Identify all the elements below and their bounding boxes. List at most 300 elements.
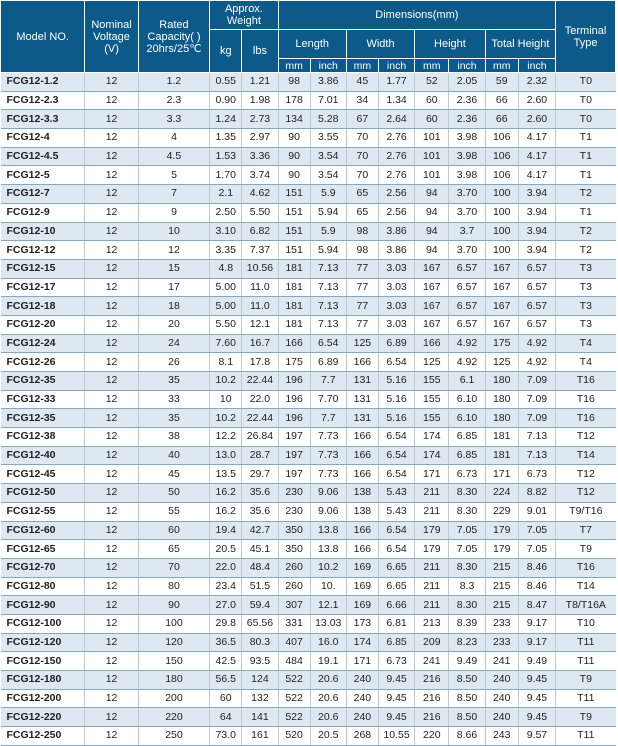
cell-width-inch: 9.45 <box>378 689 414 708</box>
header-width-mm: mm <box>346 59 378 73</box>
table-row <box>1 372 616 391</box>
cell-height-inch: 6.57 <box>449 315 485 334</box>
cell-height-mm: 101 <box>415 129 449 148</box>
cell-height-mm: 211 <box>415 484 449 503</box>
cell-length-inch: 9.06 <box>310 484 346 503</box>
table-row <box>1 577 616 596</box>
table-header <box>1 1 616 73</box>
cell-capacity: 5 <box>138 166 210 185</box>
cell-weight-lbs: 6.82 <box>242 222 278 241</box>
cell-height-mm: 216 <box>415 708 449 727</box>
cell-length-mm: 407 <box>278 633 310 652</box>
cell-width-mm: 98 <box>346 241 378 260</box>
cell-terminal: T3 <box>556 278 616 297</box>
cell-voltage: 12 <box>85 671 138 690</box>
cell-model: FCG12-3.3 <box>1 110 85 129</box>
cell-weight-kg: 19.4 <box>210 521 242 540</box>
cell-capacity: 12 <box>138 241 210 260</box>
cell-model: FCG12-250 <box>1 727 85 746</box>
cell-height-inch: 3.7 <box>449 222 485 241</box>
cell-terminal: T7 <box>556 521 616 540</box>
cell-height-mm: 213 <box>415 614 449 633</box>
cell-height-inch: 3.70 <box>449 241 485 260</box>
cell-voltage: 12 <box>85 409 138 428</box>
cell-total-height-mm: 215 <box>485 558 518 577</box>
cell-model: FCG12-200 <box>1 689 85 708</box>
cell-height-inch: 3.98 <box>449 147 485 166</box>
table-row <box>1 596 616 615</box>
cell-weight-lbs: 2.73 <box>242 110 278 129</box>
cell-weight-kg: 20.5 <box>210 540 242 559</box>
header-lbs: lbs <box>242 30 278 73</box>
cell-weight-kg: 27.0 <box>210 596 242 615</box>
cell-length-inch: 5.28 <box>310 110 346 129</box>
cell-model: FCG12-45 <box>1 465 85 484</box>
cell-height-mm: 179 <box>415 540 449 559</box>
cell-weight-lbs: 1.21 <box>242 73 278 92</box>
cell-total-height-inch: 9.45 <box>518 671 555 690</box>
header-total-height-mm: mm <box>485 59 518 73</box>
cell-terminal: T4 <box>556 353 616 372</box>
cell-width-mm: 34 <box>346 91 378 110</box>
cell-length-mm: 350 <box>278 540 310 559</box>
cell-total-height-mm: 243 <box>485 727 518 746</box>
cell-terminal: T11 <box>556 727 616 746</box>
cell-length-inch: 10.2 <box>310 558 346 577</box>
cell-length-mm: 166 <box>278 334 310 353</box>
cell-voltage: 12 <box>85 390 138 409</box>
cell-model: FCG12-35 <box>1 409 85 428</box>
cell-width-mm: 166 <box>346 428 378 447</box>
cell-capacity: 200 <box>138 689 210 708</box>
cell-width-mm: 240 <box>346 708 378 727</box>
cell-length-mm: 197 <box>278 465 310 484</box>
cell-total-height-inch: 4.92 <box>518 353 555 372</box>
cell-terminal: T16 <box>556 409 616 428</box>
cell-total-height-inch: 8.46 <box>518 577 555 596</box>
cell-length-inch: 7.73 <box>310 465 346 484</box>
cell-capacity: 4.5 <box>138 147 210 166</box>
cell-width-mm: 169 <box>346 596 378 615</box>
cell-total-height-mm: 240 <box>485 671 518 690</box>
cell-total-height-inch: 6.73 <box>518 465 555 484</box>
cell-capacity: 18 <box>138 297 210 316</box>
cell-terminal: T16 <box>556 372 616 391</box>
cell-model: FCG12-18 <box>1 297 85 316</box>
cell-length-mm: 196 <box>278 409 310 428</box>
cell-voltage: 12 <box>85 241 138 260</box>
table-body <box>1 73 616 746</box>
cell-height-mm: 94 <box>415 203 449 222</box>
cell-width-mm: 174 <box>346 633 378 652</box>
cell-width-inch: 3.86 <box>378 222 414 241</box>
cell-terminal: T9/T16 <box>556 502 616 521</box>
cell-model: FCG12-33 <box>1 390 85 409</box>
cell-weight-kg: 1.53 <box>210 147 242 166</box>
cell-terminal: T10 <box>556 614 616 633</box>
cell-width-mm: 166 <box>346 465 378 484</box>
cell-terminal: T1 <box>556 166 616 185</box>
cell-total-height-mm: 100 <box>485 241 518 260</box>
cell-height-inch: 8.3 <box>449 577 485 596</box>
cell-height-inch: 7.05 <box>449 540 485 559</box>
cell-weight-kg: 5.00 <box>210 278 242 297</box>
cell-total-height-mm: 66 <box>485 91 518 110</box>
cell-weight-lbs: 132 <box>242 689 278 708</box>
cell-height-inch: 6.73 <box>449 465 485 484</box>
cell-width-mm: 45 <box>346 73 378 92</box>
cell-weight-lbs: 7.37 <box>242 241 278 260</box>
cell-weight-kg: 5.00 <box>210 297 242 316</box>
table-row <box>1 110 616 129</box>
cell-length-mm: 196 <box>278 372 310 391</box>
cell-weight-lbs: 11.0 <box>242 297 278 316</box>
cell-height-mm: 60 <box>415 110 449 129</box>
cell-weight-kg: 73.0 <box>210 727 242 746</box>
cell-width-inch: 6.54 <box>378 446 414 465</box>
cell-height-inch: 8.50 <box>449 708 485 727</box>
cell-voltage: 12 <box>85 315 138 334</box>
table-row <box>1 671 616 690</box>
table-row <box>1 484 616 503</box>
table-row <box>1 278 616 297</box>
cell-total-height-mm: 241 <box>485 652 518 671</box>
cell-voltage: 12 <box>85 129 138 148</box>
cell-height-inch: 2.05 <box>449 73 485 92</box>
header-length: Length <box>278 30 346 59</box>
cell-width-mm: 171 <box>346 652 378 671</box>
cell-total-height-mm: 229 <box>485 502 518 521</box>
cell-height-mm: 171 <box>415 465 449 484</box>
cell-height-mm: 52 <box>415 73 449 92</box>
cell-total-height-mm: 106 <box>485 166 518 185</box>
cell-model: FCG12-4 <box>1 129 85 148</box>
cell-weight-kg: 64 <box>210 708 242 727</box>
cell-capacity: 100 <box>138 614 210 633</box>
cell-weight-lbs: 42.7 <box>242 521 278 540</box>
table-row <box>1 297 616 316</box>
cell-total-height-mm: 240 <box>485 708 518 727</box>
cell-model: FCG12-220 <box>1 708 85 727</box>
cell-width-inch: 1.34 <box>378 91 414 110</box>
cell-capacity: 220 <box>138 708 210 727</box>
cell-height-mm: 94 <box>415 241 449 260</box>
cell-height-inch: 3.70 <box>449 185 485 204</box>
cell-weight-lbs: 2.97 <box>242 129 278 148</box>
cell-height-mm: 167 <box>415 278 449 297</box>
header-length-mm: mm <box>278 59 310 73</box>
cell-capacity: 4 <box>138 129 210 148</box>
cell-total-height-inch: 9.49 <box>518 652 555 671</box>
table-row <box>1 185 616 204</box>
cell-model: FCG12-80 <box>1 577 85 596</box>
cell-width-inch: 5.43 <box>378 484 414 503</box>
cell-length-mm: 181 <box>278 297 310 316</box>
cell-width-inch: 9.45 <box>378 708 414 727</box>
cell-weight-kg: 16.2 <box>210 502 242 521</box>
cell-width-inch: 5.16 <box>378 409 414 428</box>
cell-capacity: 7 <box>138 185 210 204</box>
cell-length-inch: 7.73 <box>310 428 346 447</box>
cell-capacity: 180 <box>138 671 210 690</box>
cell-height-inch: 8.30 <box>449 596 485 615</box>
cell-height-inch: 6.10 <box>449 409 485 428</box>
cell-terminal: T11 <box>556 633 616 652</box>
cell-width-mm: 268 <box>346 727 378 746</box>
cell-length-mm: 350 <box>278 521 310 540</box>
cell-voltage: 12 <box>85 596 138 615</box>
cell-total-height-mm: 215 <box>485 596 518 615</box>
cell-capacity: 70 <box>138 558 210 577</box>
table-row <box>1 633 616 652</box>
cell-total-height-inch: 6.57 <box>518 259 555 278</box>
cell-capacity: 250 <box>138 727 210 746</box>
cell-terminal: T16 <box>556 558 616 577</box>
cell-length-mm: 181 <box>278 278 310 297</box>
cell-voltage: 12 <box>85 727 138 746</box>
cell-voltage: 12 <box>85 708 138 727</box>
cell-width-inch: 9.45 <box>378 671 414 690</box>
table-row <box>1 73 616 92</box>
cell-length-mm: 90 <box>278 129 310 148</box>
cell-weight-kg: 0.55 <box>210 73 242 92</box>
cell-width-mm: 65 <box>346 203 378 222</box>
cell-length-inch: 19.1 <box>310 652 346 671</box>
cell-height-mm: 94 <box>415 185 449 204</box>
cell-weight-lbs: 59.4 <box>242 596 278 615</box>
table-row <box>1 502 616 521</box>
cell-height-mm: 167 <box>415 259 449 278</box>
cell-width-mm: 166 <box>346 540 378 559</box>
cell-total-height-inch: 3.94 <box>518 185 555 204</box>
cell-total-height-mm: 167 <box>485 297 518 316</box>
cell-length-inch: 20.6 <box>310 708 346 727</box>
cell-height-inch: 8.23 <box>449 633 485 652</box>
cell-height-mm: 155 <box>415 372 449 391</box>
cell-weight-lbs: 93.5 <box>242 652 278 671</box>
cell-weight-kg: 60 <box>210 689 242 708</box>
cell-model: FCG12-90 <box>1 596 85 615</box>
cell-length-inch: 13.8 <box>310 540 346 559</box>
cell-voltage: 12 <box>85 166 138 185</box>
cell-weight-kg: 36.5 <box>210 633 242 652</box>
cell-capacity: 10 <box>138 222 210 241</box>
table-row <box>1 465 616 484</box>
cell-length-inch: 7.7 <box>310 372 346 391</box>
cell-length-mm: 260 <box>278 577 310 596</box>
cell-weight-lbs: 4.62 <box>242 185 278 204</box>
cell-width-inch: 2.64 <box>378 110 414 129</box>
table-row <box>1 708 616 727</box>
cell-length-mm: 134 <box>278 110 310 129</box>
cell-length-mm: 151 <box>278 241 310 260</box>
cell-capacity: 24 <box>138 334 210 353</box>
cell-total-height-mm: 240 <box>485 689 518 708</box>
cell-width-mm: 131 <box>346 390 378 409</box>
cell-length-mm: 307 <box>278 596 310 615</box>
cell-width-mm: 70 <box>346 147 378 166</box>
cell-width-inch: 6.54 <box>378 428 414 447</box>
cell-capacity: 2.3 <box>138 91 210 110</box>
cell-total-height-mm: 167 <box>485 278 518 297</box>
table-row <box>1 558 616 577</box>
cell-total-height-inch: 8.46 <box>518 558 555 577</box>
cell-weight-kg: 13.5 <box>210 465 242 484</box>
cell-voltage: 12 <box>85 614 138 633</box>
cell-width-inch: 6.54 <box>378 353 414 372</box>
cell-width-inch: 5.16 <box>378 390 414 409</box>
cell-length-mm: 230 <box>278 484 310 503</box>
cell-length-inch: 7.13 <box>310 297 346 316</box>
cell-height-mm: 155 <box>415 409 449 428</box>
cell-width-mm: 240 <box>346 671 378 690</box>
cell-length-inch: 9.06 <box>310 502 346 521</box>
cell-voltage: 12 <box>85 222 138 241</box>
header-dimensions: Dimensions(mm) <box>278 1 556 30</box>
table-row <box>1 428 616 447</box>
header-total-height: Total Height <box>485 30 555 59</box>
cell-length-inch: 5.9 <box>310 222 346 241</box>
cell-voltage: 12 <box>85 110 138 129</box>
header-height-mm: mm <box>415 59 449 73</box>
cell-voltage: 12 <box>85 428 138 447</box>
cell-width-inch: 6.85 <box>378 633 414 652</box>
cell-length-inch: 5.9 <box>310 185 346 204</box>
cell-total-height-inch: 4.17 <box>518 129 555 148</box>
cell-height-mm: 167 <box>415 297 449 316</box>
cell-weight-lbs: 80.3 <box>242 633 278 652</box>
cell-model: FCG12-12 <box>1 241 85 260</box>
cell-capacity: 65 <box>138 540 210 559</box>
cell-length-inch: 7.01 <box>310 91 346 110</box>
cell-width-inch: 6.54 <box>378 521 414 540</box>
table-row <box>1 390 616 409</box>
cell-length-mm: 181 <box>278 259 310 278</box>
table-row <box>1 315 616 334</box>
cell-length-mm: 90 <box>278 147 310 166</box>
cell-width-inch: 10.55 <box>378 727 414 746</box>
cell-length-inch: 7.13 <box>310 278 346 297</box>
cell-height-inch: 3.70 <box>449 203 485 222</box>
table-row <box>1 409 616 428</box>
cell-terminal: T9 <box>556 708 616 727</box>
table-row <box>1 222 616 241</box>
cell-capacity: 33 <box>138 390 210 409</box>
cell-terminal: T3 <box>556 259 616 278</box>
cell-width-inch: 5.16 <box>378 372 414 391</box>
cell-width-inch: 2.76 <box>378 166 414 185</box>
cell-weight-lbs: 45.1 <box>242 540 278 559</box>
cell-width-inch: 2.56 <box>378 203 414 222</box>
cell-total-height-mm: 167 <box>485 315 518 334</box>
cell-terminal: T14 <box>556 577 616 596</box>
cell-length-mm: 175 <box>278 353 310 372</box>
cell-model: FCG12-50 <box>1 484 85 503</box>
cell-height-mm: 211 <box>415 577 449 596</box>
cell-height-inch: 8.30 <box>449 558 485 577</box>
cell-total-height-mm: 100 <box>485 222 518 241</box>
cell-height-mm: 211 <box>415 558 449 577</box>
table-row <box>1 689 616 708</box>
cell-model: FCG12-9 <box>1 203 85 222</box>
cell-voltage: 12 <box>85 521 138 540</box>
cell-voltage: 12 <box>85 353 138 372</box>
cell-terminal: T12 <box>556 428 616 447</box>
cell-total-height-inch: 3.94 <box>518 203 555 222</box>
cell-terminal: T0 <box>556 73 616 92</box>
cell-height-inch: 8.30 <box>449 502 485 521</box>
cell-height-inch: 8.50 <box>449 689 485 708</box>
header-length-inch: inch <box>310 59 346 73</box>
cell-width-inch: 6.65 <box>378 558 414 577</box>
cell-total-height-inch: 8.47 <box>518 596 555 615</box>
cell-height-inch: 8.66 <box>449 727 485 746</box>
cell-height-mm: 174 <box>415 428 449 447</box>
cell-width-mm: 166 <box>346 521 378 540</box>
cell-weight-lbs: 35.6 <box>242 484 278 503</box>
cell-total-height-inch: 7.05 <box>518 540 555 559</box>
cell-height-inch: 6.1 <box>449 372 485 391</box>
cell-terminal: T12 <box>556 465 616 484</box>
cell-model: FCG12-24 <box>1 334 85 353</box>
cell-model: FCG12-40 <box>1 446 85 465</box>
cell-weight-kg: 10.2 <box>210 409 242 428</box>
cell-length-mm: 522 <box>278 689 310 708</box>
cell-voltage: 12 <box>85 259 138 278</box>
cell-height-mm: 166 <box>415 334 449 353</box>
cell-terminal: T0 <box>556 110 616 129</box>
cell-height-mm: 174 <box>415 446 449 465</box>
cell-total-height-inch: 7.05 <box>518 521 555 540</box>
cell-voltage: 12 <box>85 558 138 577</box>
cell-total-height-mm: 179 <box>485 540 518 559</box>
cell-total-height-mm: 175 <box>485 334 518 353</box>
cell-height-mm: 216 <box>415 671 449 690</box>
cell-height-inch: 6.57 <box>449 297 485 316</box>
cell-total-height-mm: 180 <box>485 372 518 391</box>
cell-length-inch: 20.6 <box>310 671 346 690</box>
cell-length-mm: 520 <box>278 727 310 746</box>
cell-length-inch: 7.7 <box>310 409 346 428</box>
cell-width-inch: 6.54 <box>378 465 414 484</box>
cell-length-inch: 10. <box>310 577 346 596</box>
cell-voltage: 12 <box>85 185 138 204</box>
cell-width-mm: 169 <box>346 577 378 596</box>
header-kg: kg <box>210 30 242 73</box>
cell-weight-kg: 3.35 <box>210 241 242 260</box>
cell-terminal: T9 <box>556 540 616 559</box>
cell-terminal: T2 <box>556 185 616 204</box>
cell-length-inch: 6.54 <box>310 334 346 353</box>
cell-height-mm: 60 <box>415 91 449 110</box>
cell-height-mm: 220 <box>415 727 449 746</box>
cell-total-height-mm: 100 <box>485 203 518 222</box>
cell-length-inch: 6.89 <box>310 353 346 372</box>
cell-total-height-mm: 233 <box>485 633 518 652</box>
cell-length-inch: 5.94 <box>310 203 346 222</box>
cell-terminal: T9 <box>556 671 616 690</box>
table-row <box>1 129 616 148</box>
cell-width-inch: 6.65 <box>378 577 414 596</box>
cell-total-height-inch: 7.09 <box>518 409 555 428</box>
cell-width-mm: 131 <box>346 409 378 428</box>
cell-weight-lbs: 22.0 <box>242 390 278 409</box>
cell-weight-lbs: 65.56 <box>242 614 278 633</box>
header-total-height-inch: inch <box>518 59 555 73</box>
cell-height-inch: 3.98 <box>449 166 485 185</box>
cell-weight-lbs: 16.7 <box>242 334 278 353</box>
cell-weight-kg: 12.2 <box>210 428 242 447</box>
